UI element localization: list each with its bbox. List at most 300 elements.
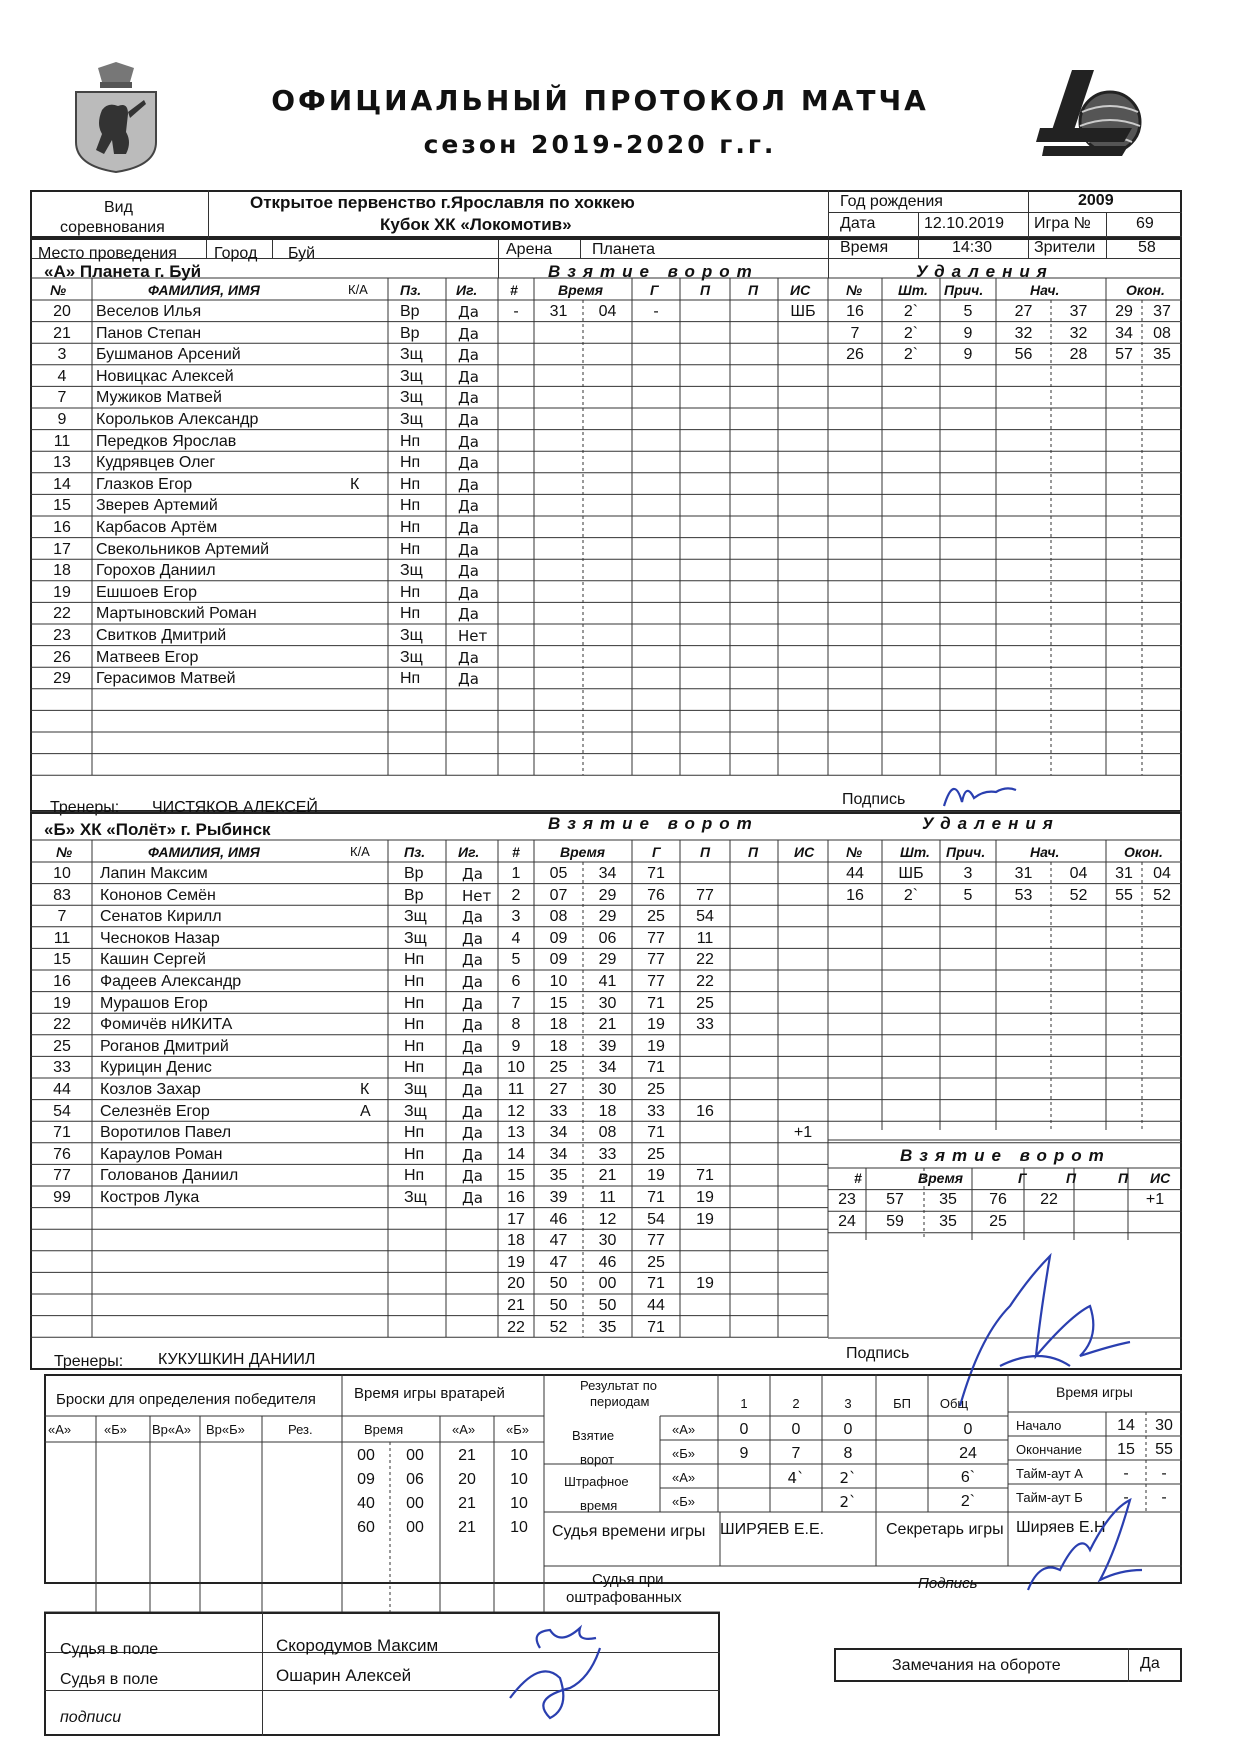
player-playing: Да (462, 929, 483, 948)
vid-label: Вид (104, 199, 133, 216)
player-position: Нп (400, 670, 421, 688)
player-name: Мужиков Матвей (96, 389, 222, 407)
goal-number: 13 (507, 1124, 525, 1142)
pim-label-2: время (580, 1498, 618, 1513)
goal-minute: 18 (549, 1016, 568, 1034)
gk-time-sec: 00 (406, 1447, 424, 1464)
goal-minute: 10 (549, 973, 568, 990)
player-name: Глазков Егор (96, 475, 193, 493)
column-header-p1: П (700, 282, 711, 298)
column-header-time: Время (560, 844, 606, 860)
player-name: Мурашов Егор (100, 994, 208, 1012)
gk-col-a: «А» (452, 1422, 476, 1437)
goal-scorer: 77 (647, 929, 665, 947)
referee-1: Скородумов Максим (276, 1636, 439, 1655)
player-position: Зщ (404, 1081, 427, 1098)
player-position: Нп (400, 605, 421, 623)
player-number: 4 (57, 367, 67, 385)
goal-assist-1: 22 (696, 973, 714, 990)
player-number: 10 (53, 865, 71, 882)
player-number: 15 (53, 951, 71, 969)
gk-time-sec: 00 (406, 1519, 424, 1536)
player-position: Зщ (404, 1102, 427, 1120)
goal-number: - (513, 303, 519, 320)
goal-number: 19 (507, 1253, 525, 1271)
penalty-start-min: 56 (1014, 346, 1033, 364)
penalty-reason: 5 (963, 886, 973, 904)
penalty-start-sec: 32 (1069, 324, 1088, 342)
extra-header-hash: # (854, 1170, 862, 1186)
penalty-minutes: 2` (903, 324, 919, 342)
result-value: 2` (839, 1493, 857, 1511)
player-number: 25 (53, 1037, 71, 1055)
game-time-label: Начало (1016, 1418, 1062, 1433)
player-number: 71 (53, 1124, 71, 1142)
player-position: Зщ (400, 562, 423, 580)
goal-second: 21 (598, 1016, 617, 1034)
goal-minute: 50 (549, 1275, 568, 1293)
player-name: Горохов Даниил (96, 562, 216, 580)
player-playing: Да (458, 411, 479, 429)
goal-second: 00 (598, 1275, 617, 1293)
player-playing: Да (458, 670, 479, 689)
goal-minute: 35 (549, 1167, 568, 1185)
player-position: Вр (400, 303, 420, 320)
player-role: А (360, 1102, 371, 1120)
goal-scorer: 77 (647, 951, 665, 969)
goal-assist-1: 71 (696, 1167, 714, 1185)
period-header: БП (893, 1396, 911, 1411)
penalty-player: 44 (846, 865, 864, 882)
column-header-ig: Иг. (456, 282, 478, 298)
goal-number: 21 (507, 1297, 525, 1314)
player-name: Свитков Дмитрий (96, 627, 227, 644)
player-name: Корольков Александр (96, 411, 259, 428)
result-value: 0 (843, 1421, 853, 1438)
penalty-reason: 3 (963, 865, 973, 882)
team-a-goals-title: Взятие ворот (548, 262, 759, 281)
player-number: 16 (53, 973, 71, 990)
column-header-num: № (50, 282, 67, 298)
penalty-start-min: 27 (1014, 303, 1033, 320)
goal-minute: 08 (549, 908, 568, 926)
goal-second: 34 (598, 865, 617, 882)
column-header-name: ФАМИЛИЯ, ИМЯ (148, 282, 260, 298)
shootout-col-header: «А» (48, 1422, 72, 1437)
goal-number: 15 (507, 1167, 525, 1185)
player-playing: Да (458, 648, 479, 667)
player-name: Козлов Захар (100, 1081, 201, 1098)
player-number: 29 (53, 670, 71, 688)
result-value: 9 (739, 1445, 749, 1462)
secretary-label: Секретарь игры (886, 1521, 1004, 1538)
team-b-coaches-label: Тренеры: (54, 1353, 124, 1370)
player-number: 19 (53, 583, 71, 601)
player-name: Костров Лука (100, 1189, 200, 1206)
result-value: 7 (791, 1445, 801, 1462)
penalty-player: 7 (850, 324, 860, 342)
goal-number: 1 (511, 865, 521, 882)
player-name: Веселов Илья (96, 303, 202, 320)
player-playing: Да (462, 908, 483, 927)
goal-minute: 18 (549, 1037, 568, 1055)
column-header-ka: К/А (350, 844, 370, 859)
player-playing: Нет (458, 627, 488, 645)
player-name: Свекольников Артемий (96, 540, 270, 558)
remarks-label: Замечания на обороте (892, 1657, 1061, 1674)
date-label: Дата (840, 215, 876, 232)
goal-scorer: 77 (647, 1232, 665, 1250)
player-playing: Нет (462, 886, 492, 905)
player-playing: Да (462, 1145, 483, 1164)
period-header: Общ (939, 1396, 969, 1411)
player-number: 33 (53, 1059, 71, 1077)
game-time-label: Тайм-аут Б (1016, 1490, 1083, 1505)
penalty-start-min: 32 (1014, 324, 1033, 342)
game-time-minutes: - (1161, 1489, 1167, 1506)
player-playing: Да (462, 1081, 483, 1099)
column-header-name: ФАМИЛИЯ, ИМЯ (148, 844, 260, 860)
game-time-label: Тайм-аут А (1016, 1466, 1083, 1481)
game-time-hours: - (1123, 1489, 1129, 1506)
goal-scorer: - (653, 303, 659, 320)
goal-scorer: 71 (647, 994, 665, 1012)
player-name: Матвеев Егор (96, 648, 199, 666)
result-value: 0 (963, 1421, 973, 1438)
player-playing: Да (462, 1102, 483, 1121)
viewers-count: 58 (1138, 239, 1156, 256)
penalty-end-min: 34 (1115, 324, 1133, 342)
team-b-signature-label: Подпись (846, 1345, 910, 1362)
player-name: Роганов Дмитрий (100, 1037, 229, 1055)
penalty-end-sec: 08 (1153, 324, 1171, 342)
goal-second: 35 (939, 1212, 957, 1230)
player-number: 16 (53, 519, 71, 536)
column-header-hash: # (512, 844, 520, 860)
goal-scorer: 44 (647, 1297, 665, 1314)
goal-assist-1: 19 (696, 1275, 714, 1293)
goal-second: 39 (598, 1037, 617, 1055)
goal-number: 20 (507, 1275, 525, 1293)
goal-second: 30 (598, 1232, 617, 1250)
goal-assist-1: 19 (696, 1189, 714, 1206)
competition-name: Открытое первенство г.Ярославля по хоккею (250, 193, 635, 212)
player-name: Ешшоев Егор (96, 583, 198, 601)
city-label: Город (214, 245, 258, 262)
result-value: 8 (843, 1445, 853, 1462)
player-position: Нп (404, 1016, 425, 1034)
player-playing: Да (462, 1016, 483, 1035)
goal-minute: 05 (549, 865, 568, 882)
penalty-end-sec: 04 (1153, 865, 1171, 882)
player-playing: Да (458, 519, 479, 537)
goal-scorer: 19 (647, 1167, 665, 1185)
shootout-col-header: Вр«А» (152, 1422, 192, 1437)
player-position: Нп (404, 1167, 425, 1185)
penalty-header-num: № (846, 844, 863, 860)
column-header-p2: П (748, 844, 759, 860)
player-name: Селезнёв Егор (100, 1102, 210, 1120)
period-header: 1 (740, 1396, 748, 1411)
player-position: Зщ (400, 411, 423, 428)
penalty-end-min: 31 (1115, 865, 1133, 882)
referee-signatures-icon (500, 1618, 620, 1728)
penalty-header-okon: Окон. (1124, 844, 1163, 860)
goal-scorer: 25 (647, 908, 665, 926)
team-a-penalties-title: Удаления (916, 262, 1054, 281)
game-time-minutes: 55 (1155, 1441, 1173, 1458)
goal-second: 50 (598, 1297, 617, 1314)
goal-scorer: 25 (647, 1145, 665, 1163)
player-number: 21 (53, 324, 71, 342)
penalty-start-sec: 37 (1069, 303, 1088, 320)
team-b-coach: КУКУШКИН ДАНИИЛ (158, 1351, 316, 1368)
goal-scorer: 76 (647, 886, 665, 904)
goal-minute: 52 (549, 1318, 568, 1336)
player-name: Фомичёв нИКИТА (100, 1016, 233, 1034)
pim-label: Штрафное (564, 1474, 629, 1489)
goal-assist-1: 11 (696, 929, 714, 947)
player-playing: Да (462, 865, 483, 883)
player-playing: Да (462, 1189, 483, 1207)
goal-minute: 50 (549, 1297, 568, 1314)
time-judge: ШИРЯЕВ Е.Е. (720, 1521, 825, 1538)
player-position: Вр (404, 886, 424, 904)
player-number: 22 (53, 1016, 71, 1034)
gk-b-number: 10 (510, 1495, 528, 1512)
column-header-p1: П (700, 844, 711, 860)
team-b-title: «Б» ХК «Полёт» г. Рыбинск (44, 820, 271, 839)
player-position: Нп (400, 583, 421, 601)
goal-number: 14 (507, 1145, 525, 1163)
gk-time-min: 09 (357, 1471, 375, 1488)
player-position: Зщ (400, 627, 423, 644)
player-playing: Да (458, 367, 479, 386)
player-number: 44 (53, 1081, 71, 1098)
penalty-header-prich: Прич. (946, 844, 986, 860)
goal-situation: ШБ (790, 303, 816, 320)
result-value: 4` (787, 1469, 805, 1487)
goal-scorer: 71 (647, 1318, 665, 1336)
column-header-time: Время (558, 282, 604, 298)
gk-col-time: Время (364, 1422, 404, 1437)
goal-scorer: 25 (647, 1081, 665, 1098)
shootout-col-header: Вр«Б» (206, 1422, 245, 1437)
goal-number: 5 (511, 951, 521, 969)
penalty-minutes: 2` (903, 346, 919, 364)
player-position: Зщ (404, 1189, 427, 1206)
game-number-label: Игра № (1034, 215, 1091, 232)
game-time-hours: - (1123, 1465, 1129, 1482)
player-name: Чесноков Назар (100, 929, 220, 947)
player-name: Бушманов Арсений (96, 346, 241, 364)
goal-minute: 25 (549, 1059, 568, 1077)
player-number: 11 (53, 929, 71, 947)
goal-number: 4 (511, 929, 521, 947)
result-team-label: «Б» (672, 1446, 695, 1461)
goal-scorer: 77 (647, 973, 665, 990)
result-team-label: «А» (672, 1422, 696, 1437)
arena-label: Арена (506, 241, 553, 258)
penalty-end-sec: 52 (1153, 886, 1171, 904)
goal-second: 06 (598, 929, 617, 947)
player-playing: Да (458, 389, 479, 408)
goal-minute: 39 (549, 1189, 568, 1206)
game-time-hours: 14 (1117, 1417, 1135, 1434)
goal-minute: 09 (549, 951, 568, 969)
player-playing: Да (462, 994, 483, 1013)
team-a-title: «А» Планета г. Буй (44, 262, 202, 281)
player-playing: Да (458, 432, 479, 451)
goal-minute: 34 (549, 1145, 568, 1163)
player-number: 15 (53, 497, 71, 515)
player-position: Нп (400, 432, 421, 450)
goal-assist-1: 33 (696, 1016, 714, 1034)
gk-time-sec: 00 (406, 1495, 424, 1512)
gk-a-number: 21 (458, 1519, 476, 1536)
period-header: 3 (844, 1396, 852, 1411)
extra-header-g: Г (1018, 1170, 1027, 1186)
secretary: Ширяев Е.Н (1016, 1519, 1106, 1536)
goal-minute: 47 (549, 1253, 568, 1271)
player-number: 3 (57, 346, 67, 364)
penalty-player: 16 (846, 886, 864, 904)
column-header-pz: Пз. (400, 282, 422, 298)
result-team-label: «А» (672, 1470, 696, 1485)
player-name: Караулов Роман (100, 1145, 223, 1163)
game-number: 69 (1136, 215, 1154, 232)
penalty-header-nach: Нач. (1030, 282, 1060, 298)
goal-number: 17 (507, 1210, 525, 1228)
result-title-2: периодам (590, 1394, 650, 1409)
player-position: Зщ (404, 929, 427, 947)
game-time-minutes: 30 (1155, 1417, 1173, 1434)
goal-second: 21 (598, 1167, 617, 1185)
gk-a-number: 20 (458, 1471, 476, 1488)
goal-number: 7 (511, 994, 521, 1012)
goal-situation: +1 (1145, 1191, 1165, 1208)
viewers-label: Зрители (1034, 239, 1096, 256)
goal-minute: 09 (549, 929, 568, 947)
goal-number: 6 (511, 973, 521, 990)
player-playing: Да (458, 475, 479, 494)
player-position: Нп (404, 1059, 425, 1077)
goal-second: 33 (598, 1145, 617, 1163)
player-number: 23 (53, 627, 71, 644)
goal-number: 18 (507, 1232, 525, 1250)
player-role: К (350, 475, 360, 493)
goal-scorer: 33 (647, 1102, 665, 1120)
goal-minute: 27 (549, 1081, 568, 1098)
goal-number: 10 (507, 1059, 525, 1077)
player-name: Панов Степан (96, 324, 202, 342)
goal-assist-1: 22 (696, 951, 714, 969)
player-playing: Да (458, 540, 479, 559)
penalty-player: 26 (846, 346, 864, 364)
player-position: Зщ (404, 908, 427, 926)
player-name: Сенатов Кирилл (100, 908, 222, 926)
vid-label-2: соревнования (60, 219, 165, 236)
penalty-header-sht: Шт. (900, 844, 930, 860)
player-position: Нп (404, 1037, 425, 1055)
goal-situation: +1 (793, 1124, 813, 1142)
goal-assist-1: 19 (696, 1210, 714, 1228)
player-number: 76 (53, 1145, 71, 1163)
gk-b-number: 10 (510, 1519, 528, 1536)
player-playing: Да (458, 562, 479, 581)
goal-scorer: 76 (989, 1191, 1007, 1208)
player-position: Нп (404, 1124, 425, 1142)
goal-minute: 57 (886, 1191, 904, 1208)
goal-scorer: 25 (989, 1212, 1007, 1230)
column-header-is: ИС (794, 844, 815, 860)
penalty-end-sec: 37 (1153, 303, 1171, 320)
player-playing: Да (462, 951, 483, 970)
extra-header-is: ИС (1150, 1170, 1171, 1186)
match-date: 12.10.2019 (924, 215, 1005, 232)
remarks-value: Да (1140, 1655, 1160, 1672)
goal-number: 12 (507, 1102, 525, 1120)
goal-scorer: 71 (647, 865, 665, 882)
goal-scorer: 19 (647, 1016, 665, 1034)
signatures-label: подписи (60, 1709, 122, 1726)
player-number: 7 (57, 389, 67, 407)
secretary-signature-icon (1020, 1490, 1150, 1600)
goal-minute: 34 (549, 1124, 568, 1142)
goal-second: 12 (598, 1210, 617, 1228)
player-name: Курицин Денис (100, 1059, 212, 1077)
goal-minute: 15 (549, 994, 568, 1012)
player-name: Голованов Даниил (100, 1167, 239, 1185)
game-time-label: Окончание (1016, 1442, 1083, 1457)
goal-number: 22 (507, 1318, 525, 1336)
result-title: Результат по (580, 1378, 658, 1393)
goal-number: 23 (838, 1191, 856, 1208)
player-number: 11 (53, 432, 71, 450)
player-number: 54 (53, 1102, 71, 1120)
extra-header-time: Время (918, 1170, 964, 1186)
result-value: 2` (960, 1493, 976, 1510)
player-name: Лапин Максим (100, 865, 208, 882)
goal-assist-1: 77 (696, 886, 714, 904)
goal-scorer: 25 (647, 1253, 665, 1271)
player-position: Нп (404, 1145, 425, 1163)
player-number: 22 (53, 605, 71, 623)
time-label: Время (840, 239, 889, 256)
penalty-player: 16 (846, 303, 864, 320)
season-title: сезон 2019-2020 г.г. (423, 130, 777, 159)
goal-second: 11 (599, 1189, 616, 1206)
player-name: Кудрявцев Олег (96, 454, 216, 472)
goal-second: 08 (598, 1124, 617, 1142)
gk-time-min: 60 (357, 1519, 375, 1536)
shootout-col-header: Рез. (288, 1422, 313, 1437)
player-name: Воротилов Павел (100, 1124, 232, 1142)
penalty-header-okon: Окон. (1126, 282, 1165, 298)
penalty-end-min: 57 (1115, 346, 1133, 364)
player-number: 19 (53, 994, 71, 1012)
penalty-reason: 9 (963, 324, 973, 342)
match-time: 14:30 (952, 239, 993, 256)
goal-scorer: 54 (647, 1210, 665, 1228)
player-playing: Да (458, 605, 479, 624)
penalty-header-prich: Прич. (944, 282, 984, 298)
player-position: Нп (400, 540, 421, 558)
column-header-g: Г (652, 844, 661, 860)
penalty-start-sec: 28 (1069, 346, 1088, 364)
penalty-header-sht: Шт. (898, 282, 928, 298)
player-number: 13 (53, 454, 71, 472)
